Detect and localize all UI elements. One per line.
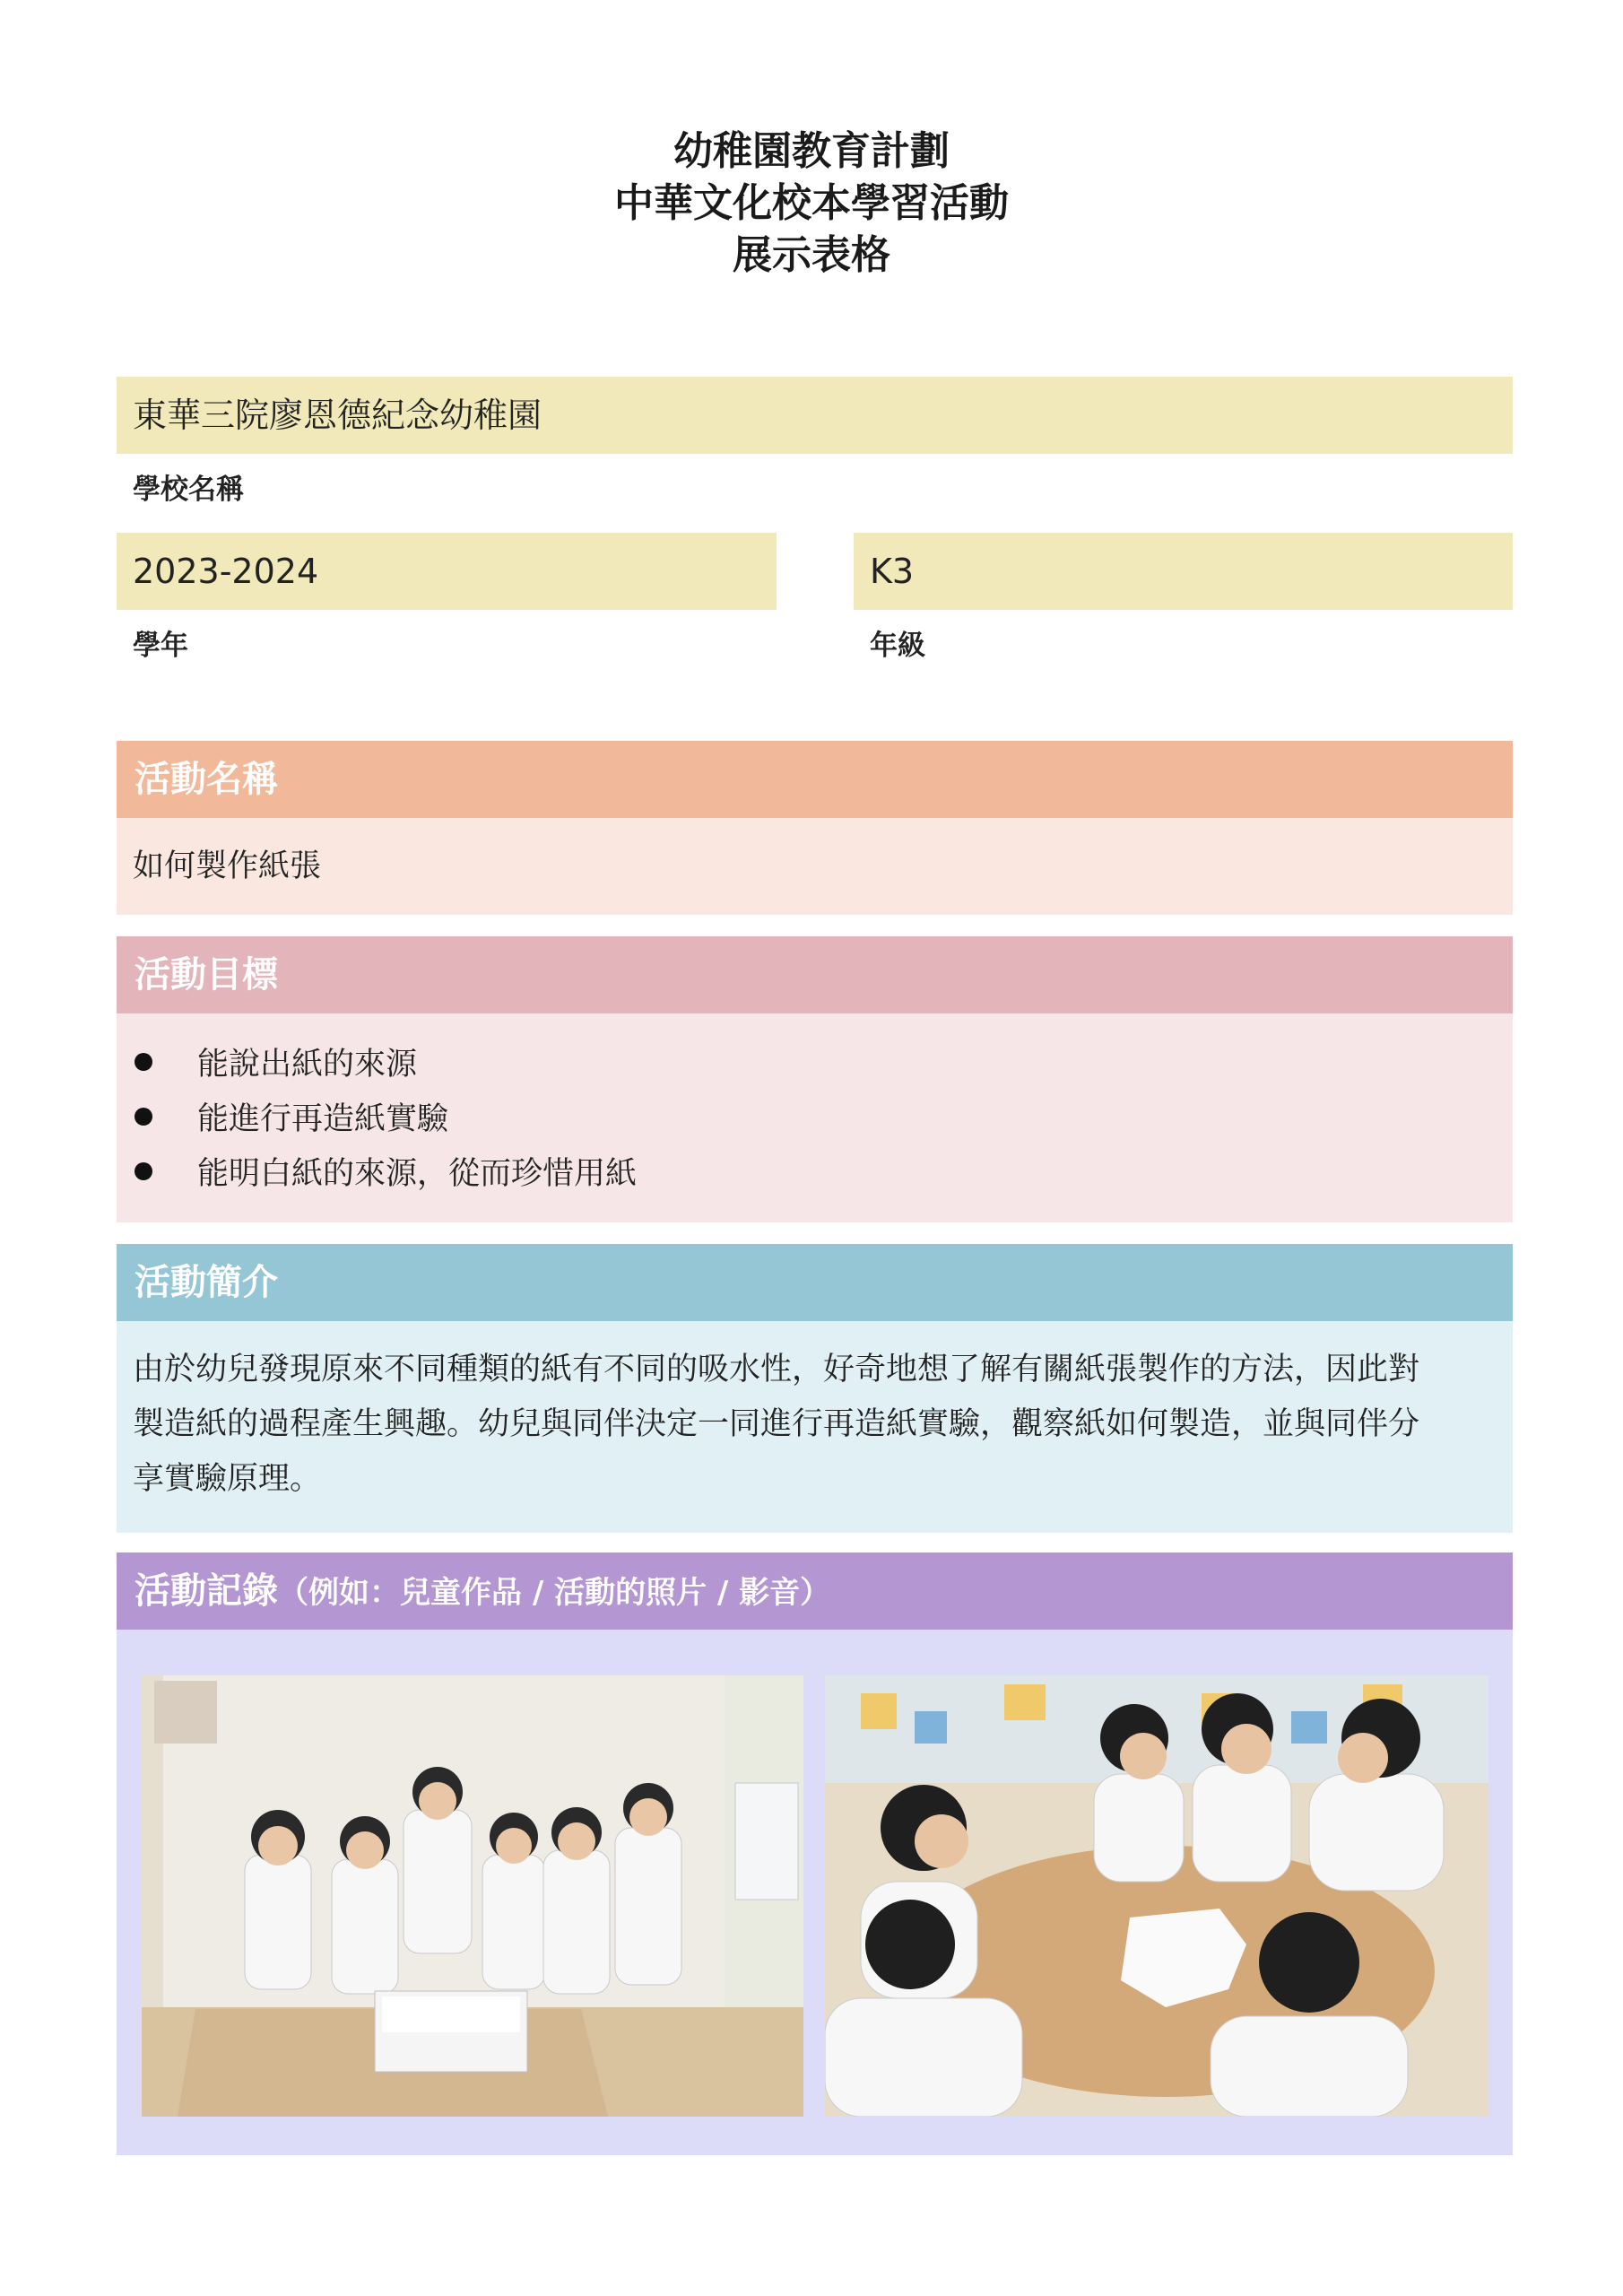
school-name-label: 學校名稱: [133, 474, 244, 506]
record-header-subtitle: （例如：兒童作品 / 活動的照片 / 影音）: [278, 1575, 831, 1611]
objective-item: [117, 1034, 1513, 1089]
school-year-label: 學年: [133, 630, 188, 662]
objective-text: 能說出紙的來源: [197, 1046, 418, 1083]
title-line-1: 幼稚園教育計劃: [673, 128, 950, 174]
introduction-body: [117, 1321, 1513, 1533]
activity-name-value: 如何製作紙張: [117, 818, 1513, 915]
bullet-icon: [135, 1053, 152, 1071]
introduction-line: 享實驗原理。: [133, 1461, 322, 1497]
document-title: [0, 126, 1623, 282]
objective-item: [117, 1089, 1513, 1144]
objectives-header: 活動目標: [117, 936, 1513, 1013]
title-line-3: 展示表格: [733, 232, 890, 278]
bullet-icon: [135, 1108, 152, 1126]
activity-photo-group-standing: [142, 1675, 803, 2117]
activity-photo-paper-making: [825, 1675, 1488, 2117]
bullet-icon: [135, 1162, 152, 1180]
grade-label: 年級: [870, 630, 925, 662]
school-year-field: 2023-2024: [117, 533, 777, 610]
record-header-title: 活動記錄: [135, 1570, 278, 1612]
grade-field: K3: [854, 533, 1513, 610]
introduction-line: 製造紙的過程產生興趣。幼兒與同伴決定一同進行再造紙實驗，觀察紙如何製造，並與同伴分: [133, 1406, 1420, 1442]
objectives-list: [117, 1013, 1513, 1222]
record-header: [117, 1552, 1513, 1630]
activity-name-header: 活動名稱: [117, 741, 1513, 818]
introduction-line: 由於幼兒發現原來不同種類的紙有不同的吸水性，好奇地想了解有關紙張製作的方法，因此對: [133, 1352, 1420, 1387]
title-line-2: 中華文化校本學習活動: [614, 180, 1009, 226]
objective-text: 能進行再造紙實驗: [197, 1100, 449, 1137]
objective-item: [117, 1144, 1513, 1198]
objective-text: 能明白紙的來源，從而珍惜用紙: [197, 1155, 638, 1192]
school-name-field: 東華三院廖恩德紀念幼稚園: [117, 377, 1513, 454]
introduction-header: 活動簡介: [117, 1244, 1513, 1321]
